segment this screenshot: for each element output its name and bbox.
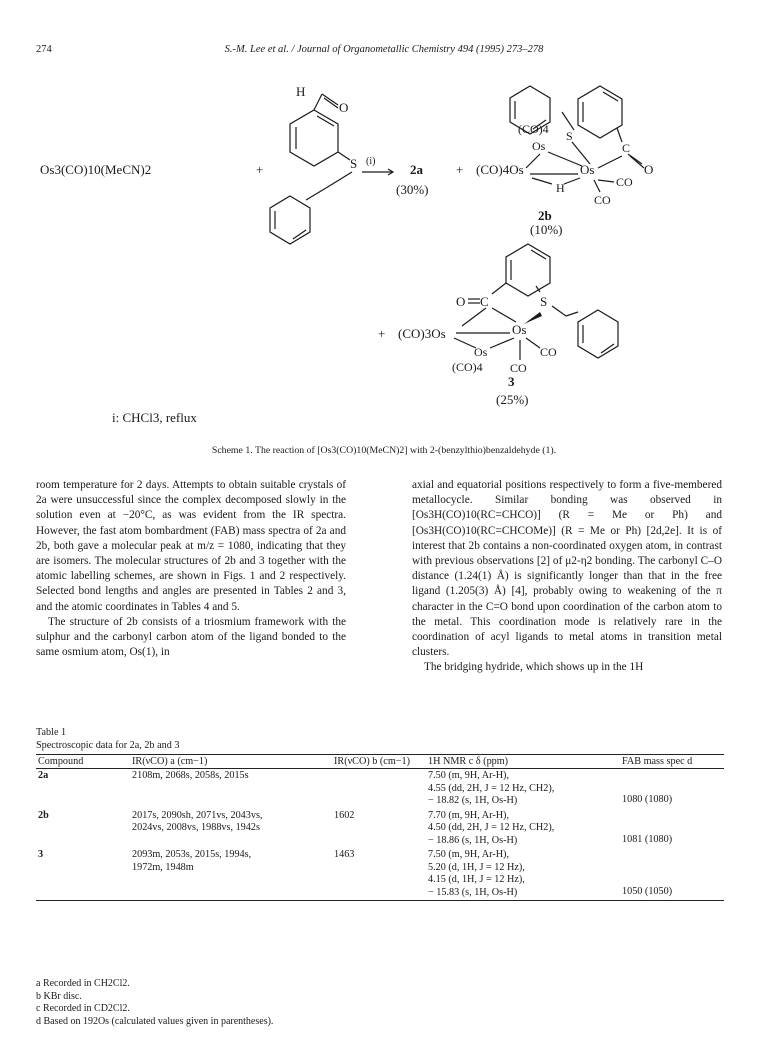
table-row [36, 769, 724, 809]
p3-co-b: CO [510, 361, 527, 375]
col-ir-kbr: IR(νCO) b (cm−1) [332, 755, 426, 769]
p3-os-co3: (CO)3Os [398, 326, 446, 341]
plus-3: + [378, 326, 386, 341]
cell-ir-kbr: 1463 [332, 848, 426, 901]
p3-aryl-ring [506, 244, 550, 296]
cell-nmr-line: − 18.82 (s, 1H, Os-H) [428, 795, 518, 806]
p2b-co-a: CO [616, 175, 633, 189]
reaction-conditions: i: CHCl3, reflux [112, 410, 197, 425]
page-number: 274 [36, 44, 52, 55]
cell-nmr-line: 7.50 (m, 9H, Ar-H), [428, 770, 510, 781]
cell-ir-solution-line: 1972m, 1948m [132, 861, 194, 873]
table-subtitle: Spectroscopic data for 2a, 2b and 3 [36, 740, 180, 751]
cell-nmr-line: − 15.83 (s, 1H, Os-H) [428, 886, 518, 898]
p2b-carbon: C [622, 141, 631, 155]
p2b-co4: (CO)4 [518, 122, 549, 136]
cell-nmr-line: 4.15 (d, 1H, J = 12 Hz), [428, 874, 525, 885]
p2b-aryl-ring [578, 86, 622, 138]
product-2a-label: 2a [410, 162, 423, 177]
right-paragraph-1: axial and equatorial positions respectively to form a five-membered metallocycle. Similar bonding was observed in [Os3H(CO)10(RC=CHCO)] (R = Me or Ph) and [Os3H(CO)10(RC=CHCOMe)] (R = Me or Ph) [2d,2e]. It is of interest that 2b contains a non-coordinated oxygen atom, in contrast with previous observations [2] of μ2-η2 bonding. The carbonyl C–O distance (1.24(1) Å) is significantly longer than that in the free ligand (1.205(3) Å) [4], probably owing to weakening of the π character in the C=O bond upon coordination of the carbon atom to the metal. This coordination mode is relatively rare in the coordination of acyl ligands to metal atoms in transition metal clusters. [412, 479, 722, 659]
p2b-co-b: CO [594, 193, 611, 207]
benzyl-ring-1 [270, 196, 310, 244]
table-title: Table 1 [36, 727, 67, 738]
col-nmr: 1H NMR c δ (ppm) [426, 755, 620, 769]
sulfur-1: S [350, 156, 358, 171]
p3-carbon: C [480, 294, 489, 309]
p3-oxygen: O [456, 294, 466, 309]
table-row [36, 809, 724, 849]
col-ir-solution: IR(νCO) a (cm−1) [130, 755, 332, 769]
aldehyde-ring [290, 110, 338, 166]
footnote-c: c Recorded in CD2Cl2. [36, 1003, 130, 1015]
cell-ir-solution [130, 809, 332, 849]
cell-ir-solution-line: 2093m, 2053s, 2015s, 1994s, [132, 849, 252, 860]
product-2a-yield: (30%) [396, 182, 429, 197]
running-title: S.-M. Lee et al. / Journal of Organometallic Chemistry 494 (1995) 273–278 [224, 44, 544, 55]
p2b-oxygen: O [644, 162, 654, 177]
p2b-os-right: Os [580, 162, 595, 177]
plus-1: + [256, 162, 264, 177]
left-paragraph-1: room temperature for 2 days. Attempts to obtain suitable crystals of 2a were unsuccessful since the complex decomposed slowly in the solution even at −20°C, as was evident from the IR spectra. However, the fast atom bombardment (FAB) mass spectra of 2a and 2b, both gave a molecular peak at m/z = 1080, indicating that they are isomers. The molecular structures of 2b and 3 together with the atomic labelling schemes, are shown in Figs. 1 and 2 respectively. Selected bond lengths and angles are presented in Tables 2 and 3, and the atomic coordinates in Tables 4 and 5. [36, 479, 346, 613]
cell-compound: 3 [36, 848, 130, 901]
left-column [36, 478, 346, 660]
p2b-os-co4: (CO)4Os [476, 162, 524, 177]
cell-nmr-line: 4.50 (dd, 2H, J = 12 Hz, CH2), [428, 822, 555, 833]
aldehyde-o: O [339, 100, 349, 115]
cell-nmr-line: 4.55 (dd, 2H, J = 12 Hz, CH2), [428, 782, 555, 794]
cell-fab: 1050 (1050) [620, 848, 724, 901]
p3-os-bottom: Os [474, 345, 488, 359]
spectroscopic-table [36, 726, 724, 901]
footnote-a: a Recorded in CH2Cl2. [36, 978, 130, 989]
footnote-d: d Based on 192Os (calculated values given in parentheses). [36, 1015, 274, 1027]
reagent-label: (i) [366, 156, 376, 167]
reactant-os3: Os3(CO)10(MeCN)2 [40, 162, 152, 177]
table-row [36, 848, 724, 901]
cell-compound: 2b [38, 809, 49, 821]
col-compound: Compound [36, 755, 130, 769]
p3-benzyl-ring [578, 310, 618, 358]
cell-ir-kbr [332, 769, 426, 809]
cell-ir-solution-line: 2024vs, 2008vs, 1988vs, 1942s [132, 822, 260, 833]
cell-fab: 1080 (1080) [622, 794, 673, 805]
cell-ir-solution-line: 2108m, 2068s, 2058s, 2015s [132, 770, 249, 781]
cell-nmr [426, 769, 620, 809]
p3-sulfur: S [540, 294, 548, 309]
cell-ir-solution-line: 2017s, 2090sh, 2071vs, 2043vs, [132, 809, 263, 821]
cell-nmr [426, 809, 620, 849]
p2b-hydride: H [556, 181, 565, 195]
cell-compound: 2a [38, 770, 49, 781]
right-paragraph-2: The bridging hydride, which shows up in the 1H [424, 661, 644, 674]
cell-nmr-line: 7.50 (m, 9H, Ar-H), [428, 849, 510, 860]
cell-fab: 1081 (1080) [622, 833, 673, 845]
p2b-sulfur: S [566, 129, 573, 143]
cell-nmr-line: 5.20 (d, 1H, J = 12 Hz), [428, 861, 525, 873]
left-paragraph-2: The structure of 2b consists of a triosmium framework with the sulphur and the carbonyl carbon atom of the ligand bonded to the same osmium atom, Os(1), in [36, 615, 346, 659]
col-fab: FAB mass spec d [620, 755, 724, 769]
cell-nmr-line: 7.70 (m, 9H, Ar-H), [428, 809, 510, 821]
cell-ir-solution [130, 769, 332, 809]
footnote-b: b KBr disc. [36, 990, 82, 1002]
cell-nmr [426, 848, 620, 901]
p2b-os-top: Os [532, 139, 546, 153]
p3-os-right: Os [512, 322, 527, 337]
cell-ir-solution [130, 848, 332, 901]
p3-co4: (CO)4 [452, 360, 483, 374]
right-column [412, 478, 722, 676]
reaction-scheme [0, 80, 768, 450]
aldehyde-h: H [296, 84, 306, 99]
p3-co-a: CO [540, 345, 557, 359]
scheme-caption: Scheme 1. The reaction of [Os3(CO)10(MeCN)2] with 2-(benzylthio)benzaldehyde (1). [211, 445, 557, 456]
product-3-label: 3 [508, 374, 515, 389]
plus-2: + [456, 162, 464, 177]
product-2b-label: 2b [538, 208, 552, 223]
product-2b-yield: (10%) [530, 222, 563, 237]
product-3-yield: (25%) [496, 392, 529, 407]
cell-ir-kbr: 1602 [334, 809, 355, 821]
cell-nmr-line: − 18.86 (s, 1H, Os-H) [428, 834, 518, 846]
table-footnotes [36, 978, 273, 1028]
